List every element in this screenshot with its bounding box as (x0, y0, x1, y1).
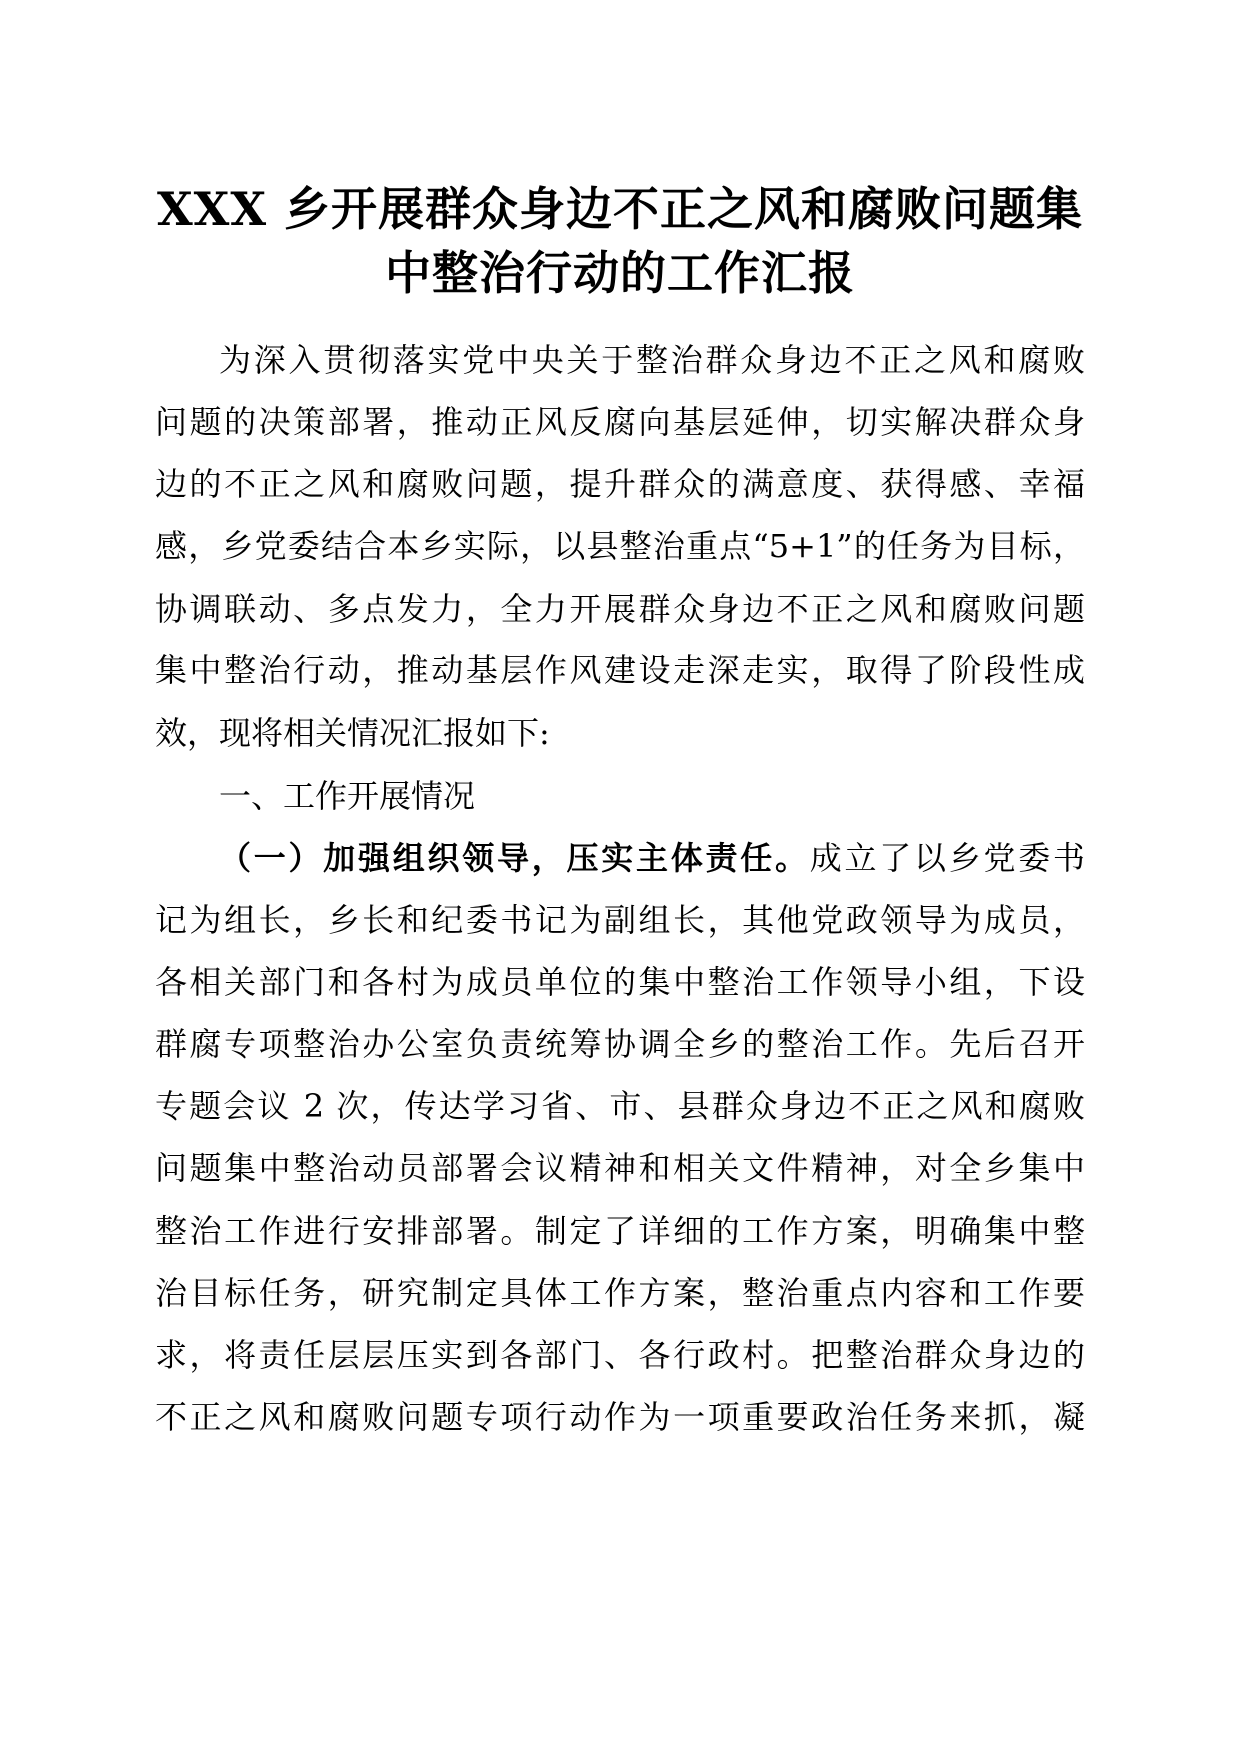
subsection-first-line (219, 838, 1085, 878)
intro-line: 集中整治行动，推动基层作风建设走深走实，取得了阶段性成 (155, 651, 1085, 689)
document-title-line-2: 中整治行动的工作汇报 (385, 246, 855, 300)
intro-line: 感，乡党委结合本乡实际，以县整治重点“5+1”的任务为目标， (155, 527, 1085, 565)
subsection-first-line-text: 成立了以乡党委书 (809, 839, 1085, 877)
body-line: 专题会议 2 次，传达学习省、市、县群众身边不正之风和腐败 (155, 1087, 1085, 1125)
intro-line: 边的不正之风和腐败问题，提升群众的满意度、获得感、幸福 (155, 465, 1085, 503)
intro-line: 问题的决策部署，推动正风反腐向基层延伸，切实解决群众身 (155, 403, 1085, 441)
body-line: 问题集中整治动员部署会议精神和相关文件精神，对全乡集中 (155, 1149, 1085, 1187)
intro-line: 为深入贯彻落实党中央关于整治群众身边不正之风和腐败 (219, 341, 1085, 379)
body-line: 记为组长，乡长和纪委书记为副组长，其他党政领导为成员， (155, 901, 1085, 939)
body-line: 求，将责任层层压实到各部门、各行政村。把整治群众身边的 (155, 1336, 1085, 1374)
body-line: 治目标任务，研究制定具体工作方案，整治重点内容和工作要 (155, 1274, 1085, 1312)
body-line: 各相关部门和各村为成员单位的集中整治工作领导小组，下设 (155, 963, 1085, 1001)
body-line: 群腐专项整治办公室负责统筹协调全乡的整治工作。先后召开 (155, 1025, 1085, 1063)
intro-line: 协调联动、多点发力，全力开展群众身边不正之风和腐败问题 (155, 590, 1085, 628)
intro-line: 效，现将相关情况汇报如下: (155, 714, 550, 752)
body-line: 整治工作进行安排部署。制定了详细的工作方案，明确集中整 (155, 1212, 1085, 1250)
body-line: 不正之风和腐败问题专项行动作为一项重要政治任务来抓，凝 (155, 1398, 1085, 1436)
subsection-heading: （一）加强组织领导，压实主体责任。 (219, 839, 810, 877)
section-heading: 一、工作开展情况 (219, 777, 476, 815)
document-title-line-1: XXX 乡开展群众身边不正之风和腐败问题集 (156, 182, 1084, 236)
